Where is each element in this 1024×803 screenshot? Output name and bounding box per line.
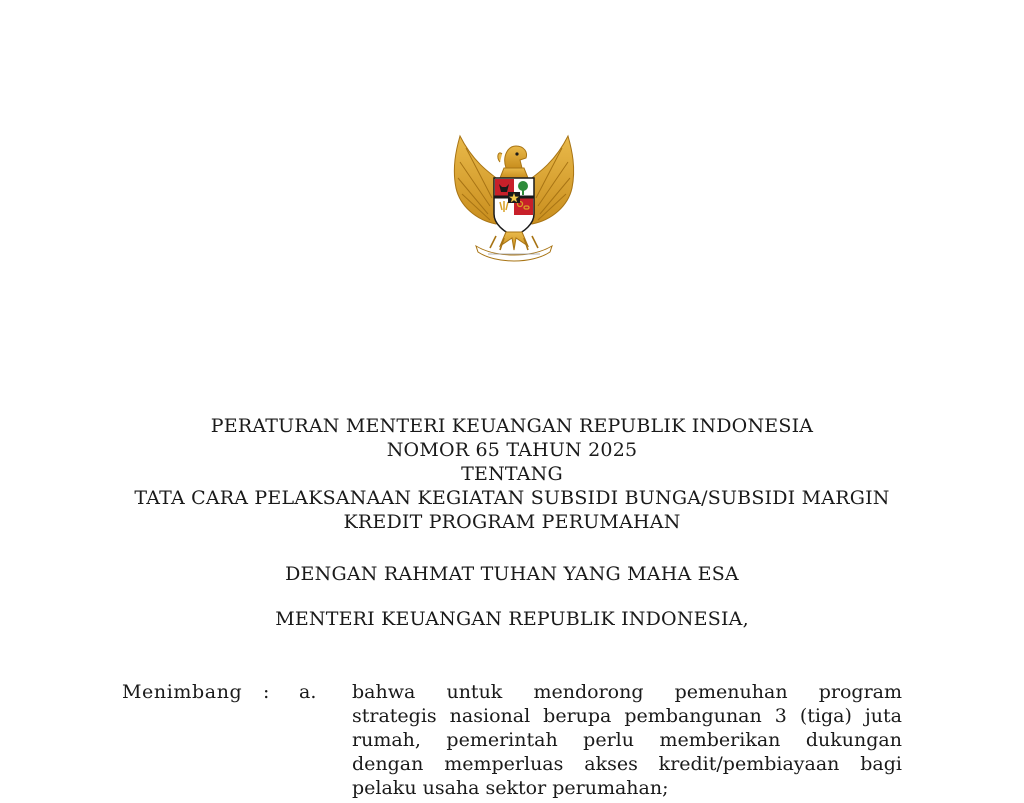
title-line-subject-cont: KREDIT PROGRAM PERUMAHAN [343, 511, 681, 533]
considering-item-marker: a. [299, 681, 317, 703]
considering-line: pelaku usaha sektor perumahan; [352, 777, 669, 799]
considering-line: dengan memperluas akses kredit/pembiayaan bagi [352, 753, 902, 775]
invocation-text: DENGAN RAHMAT TUHAN YANG MAHA ESA [285, 563, 739, 585]
authority-text: MENTERI KEUANGAN REPUBLIK INDONESIA, [275, 608, 749, 630]
considering-line: rumah, pemerintah perlu memberikan dukungan [352, 729, 902, 751]
considering-colon: : [263, 681, 270, 703]
considering-item-text [352, 680, 902, 800]
title-line-regulation: PERATURAN MENTERI KEUANGAN REPUBLIK INDONESIA [210, 415, 814, 437]
title-line-about: TENTANG [461, 463, 563, 485]
garuda-pancasila-emblem-icon [446, 128, 582, 268]
considering-label: Menimbang [122, 681, 243, 703]
considering-line: strategis nasional berupa pembangunan 3 (tiga) juta [352, 705, 902, 727]
title-line-subject: TATA CARA PELAKSANAAN KEGIATAN SUBSIDI BUNGA/SUBSIDI MARGIN [134, 487, 890, 509]
considering-line: bahwa untuk mendorong pemenuhan program [352, 681, 902, 703]
regulation-title [0, 414, 1024, 534]
title-line-number: NOMOR 65 TAHUN 2025 [386, 439, 638, 461]
